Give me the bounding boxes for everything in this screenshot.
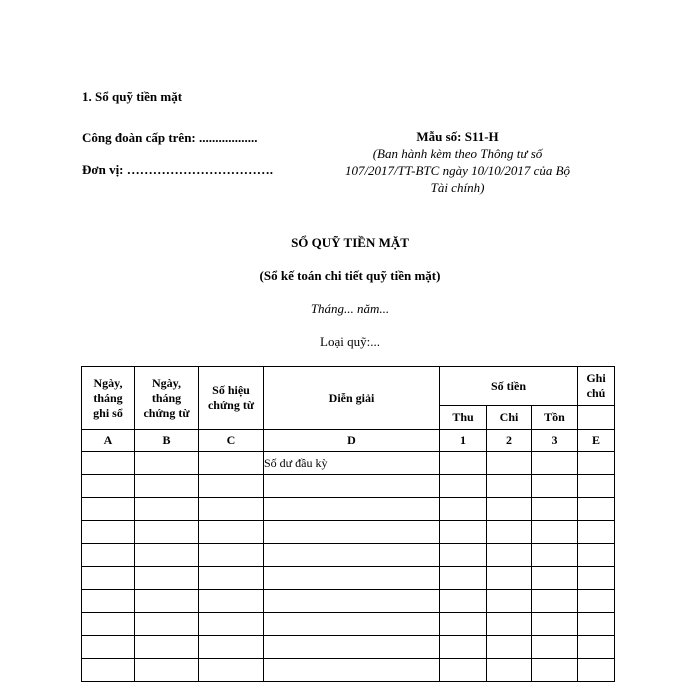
table-cell xyxy=(578,521,615,544)
table-cell xyxy=(135,498,199,521)
description-cell xyxy=(264,567,440,590)
table-cell xyxy=(440,613,487,636)
description-cell xyxy=(264,613,440,636)
table-cell xyxy=(578,636,615,659)
column-letter: A xyxy=(82,430,135,452)
parent-union-line: Công đoàn cấp trên: .................. xyxy=(82,130,258,145)
table-row xyxy=(82,475,615,498)
document-subtitle: (Sổ kế toán chi tiết quỹ tiền mặt) xyxy=(259,268,441,283)
description-cell xyxy=(264,498,440,521)
table-cell xyxy=(578,613,615,636)
header-voucher-no-l2: chứng từ xyxy=(207,398,255,412)
table-cell xyxy=(82,498,135,521)
header-date-recorded-l2: tháng xyxy=(93,390,123,405)
table-cell xyxy=(199,521,264,544)
table-cell xyxy=(487,613,532,636)
table-row xyxy=(82,452,615,475)
table-cell xyxy=(199,498,264,521)
table-cell xyxy=(199,636,264,659)
table-cell xyxy=(440,521,487,544)
header-notes-l2: chú xyxy=(586,386,606,400)
table-cell xyxy=(532,590,578,613)
form-issued-line-2: 107/2017/TT-BTC ngày 10/10/2017 của Bộ xyxy=(344,163,571,178)
unit-line: Đơn vị: ……………………………. xyxy=(82,162,274,177)
table-cell xyxy=(532,659,578,682)
table-cell xyxy=(440,590,487,613)
column-letter: 3 xyxy=(532,430,578,452)
description-cell xyxy=(264,544,440,567)
table-cell xyxy=(82,613,135,636)
description-cell xyxy=(264,590,440,613)
table-cell xyxy=(135,613,199,636)
table-cell xyxy=(532,613,578,636)
header-voucher-date xyxy=(135,367,199,430)
header-voucher-date-l2: tháng xyxy=(151,390,182,405)
table-cell xyxy=(487,544,532,567)
table-cell xyxy=(578,567,615,590)
table-cell xyxy=(135,590,199,613)
description-cell xyxy=(264,521,440,544)
table-cell xyxy=(440,475,487,498)
table-cell xyxy=(135,636,199,659)
table-cell xyxy=(532,498,578,521)
header-notes-l1: Ghi xyxy=(586,371,606,385)
table-cell xyxy=(135,567,199,590)
column-letter: 1 xyxy=(440,430,487,452)
table-cell xyxy=(487,567,532,590)
table-cell xyxy=(199,567,264,590)
document-title: SỔ QUỸ TIỀN MẶT xyxy=(291,235,409,250)
form-code: Mẫu số: S11-H xyxy=(416,129,499,144)
header-notes xyxy=(578,367,615,406)
column-letter: 2 xyxy=(487,430,532,452)
table-cell xyxy=(199,475,264,498)
table-cell xyxy=(532,452,578,475)
table-cell xyxy=(532,636,578,659)
header-receipts: Thu xyxy=(440,406,487,430)
table-cell xyxy=(199,659,264,682)
header-description: Diễn giải xyxy=(264,367,440,430)
header-date-recorded-l1: Ngày, xyxy=(93,375,123,390)
table-row xyxy=(82,544,615,567)
description-cell xyxy=(264,475,440,498)
table-row xyxy=(82,659,615,682)
table-row xyxy=(82,498,615,521)
table-cell xyxy=(578,498,615,521)
description-cell: Số dư đầu kỳ xyxy=(264,452,440,475)
table-cell xyxy=(487,475,532,498)
table-cell xyxy=(487,636,532,659)
table-cell xyxy=(578,475,615,498)
header-row-1 xyxy=(82,367,615,406)
table-row xyxy=(82,590,615,613)
table-cell xyxy=(135,544,199,567)
form-issued-line-1: (Ban hành kèm theo Thông tư số xyxy=(372,146,543,161)
header-voucher-no xyxy=(199,367,264,430)
description-cell xyxy=(264,636,440,659)
header-date-recorded xyxy=(82,367,135,430)
table-row xyxy=(82,521,615,544)
table-cell xyxy=(135,475,199,498)
table-row xyxy=(82,636,615,659)
table-cell xyxy=(440,498,487,521)
table-cell xyxy=(199,613,264,636)
table-cell xyxy=(578,452,615,475)
form-issued-line-3: Tài chính) xyxy=(430,180,485,195)
table-cell xyxy=(578,544,615,567)
table-cell xyxy=(532,544,578,567)
form-code-block xyxy=(330,128,585,196)
table-cell xyxy=(82,452,135,475)
table-cell xyxy=(487,498,532,521)
column-letter: E xyxy=(578,430,615,452)
header-voucher-date-l3: chứng từ xyxy=(143,405,190,420)
table-cell xyxy=(532,521,578,544)
header-payments: Chi xyxy=(487,406,532,430)
section-heading: 1. Sổ quỹ tiền mặt xyxy=(82,89,183,104)
table-cell xyxy=(199,590,264,613)
description-cell xyxy=(264,659,440,682)
header-balance: Tồn xyxy=(532,406,578,430)
header-amount: Số tiền xyxy=(440,367,578,406)
table-cell xyxy=(440,452,487,475)
column-letter: B xyxy=(135,430,199,452)
table-cell xyxy=(440,567,487,590)
table-cell xyxy=(532,475,578,498)
table-cell xyxy=(82,590,135,613)
ledger-body xyxy=(82,452,615,682)
table-cell xyxy=(82,659,135,682)
table-cell xyxy=(487,521,532,544)
table-cell xyxy=(199,452,264,475)
table-cell xyxy=(82,521,135,544)
table-cell xyxy=(440,544,487,567)
period-line: Tháng... năm... xyxy=(310,301,390,316)
table-row xyxy=(82,567,615,590)
table-cell xyxy=(82,636,135,659)
table-cell xyxy=(440,659,487,682)
table-cell xyxy=(487,659,532,682)
table-cell xyxy=(82,544,135,567)
table-row xyxy=(82,613,615,636)
table-cell xyxy=(440,636,487,659)
cash-ledger-table xyxy=(81,366,615,682)
table-cell xyxy=(199,544,264,567)
table-cell xyxy=(578,590,615,613)
header-date-recorded-l3: ghi sổ xyxy=(93,405,123,420)
column-letter: D xyxy=(264,430,440,452)
table-cell xyxy=(82,567,135,590)
table-cell xyxy=(82,475,135,498)
header-voucher-date-l1: Ngày, xyxy=(151,375,181,390)
header-voucher-no-l1: Số hiệu xyxy=(212,383,250,397)
table-cell xyxy=(135,659,199,682)
table-cell xyxy=(135,452,199,475)
table-cell xyxy=(487,452,532,475)
table-cell xyxy=(532,567,578,590)
fund-type-line: Loại quỹ:... xyxy=(320,334,380,349)
column-letter-row xyxy=(82,430,615,452)
table-cell xyxy=(487,590,532,613)
table-cell xyxy=(135,521,199,544)
table-cell xyxy=(578,659,615,682)
column-letter: C xyxy=(199,430,264,452)
header-notes-blank xyxy=(578,406,615,430)
